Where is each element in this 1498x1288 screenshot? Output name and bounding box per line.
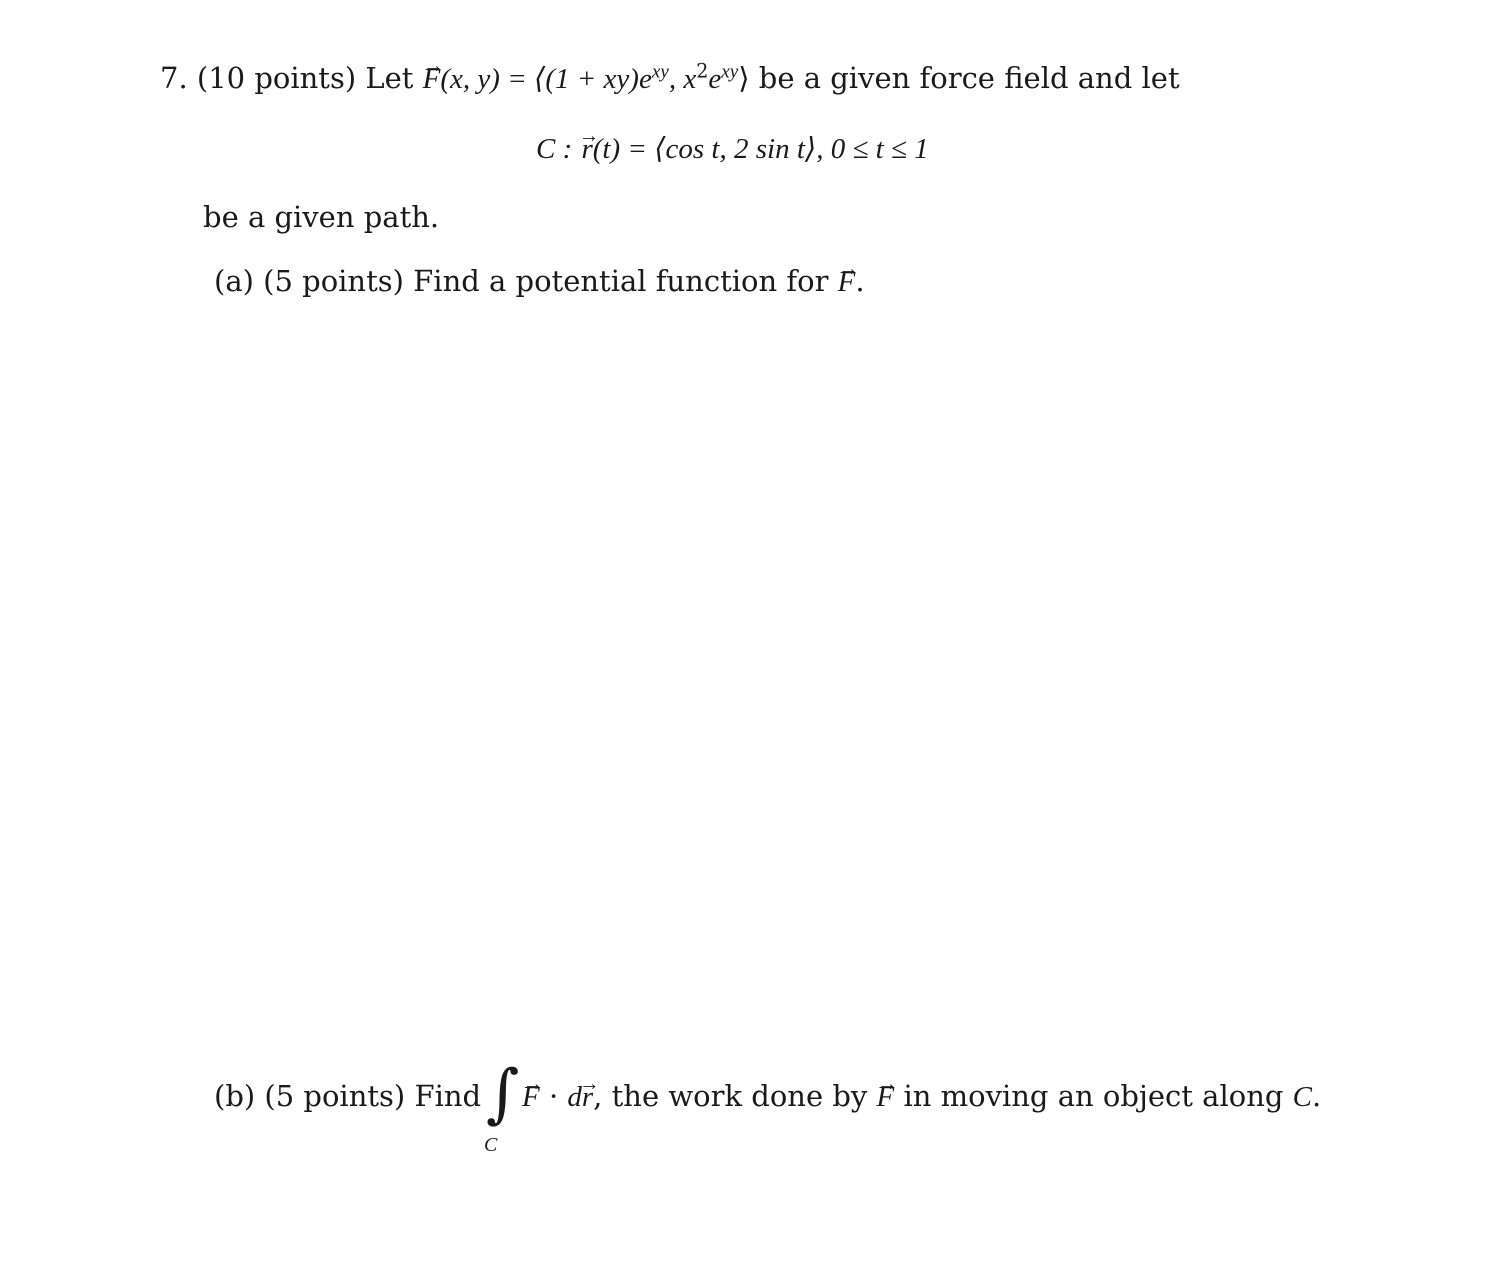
part-b-text: , the work done by xyxy=(593,1079,868,1113)
integral-sign: ∫ xyxy=(486,1057,520,1131)
part-b-find: Find xyxy=(414,1079,482,1113)
path-rest: (t) = ⟨cos t, 2 sin t⟩, 0 ≤ t ≤ 1 xyxy=(592,133,929,165)
part-b-end: . xyxy=(1312,1079,1322,1113)
part-b-dot: · xyxy=(548,1079,559,1113)
field-definition: (x, y) = ⟨(1 + xy)e xyxy=(440,63,652,95)
part-a-points: (5 points) xyxy=(263,264,404,298)
problem-statement xyxy=(160,58,1180,99)
problem-number: 7. xyxy=(160,61,188,95)
field-symbol: → F xyxy=(423,59,441,99)
path-continuation: be a given path. xyxy=(203,200,440,234)
field-square: 2 xyxy=(696,59,709,83)
path-equation xyxy=(536,128,929,169)
field-close: ⟩ xyxy=(738,61,750,95)
part-a-field-symbol: → F xyxy=(838,262,856,302)
part-b xyxy=(214,1076,481,1116)
problem-points: (10 points) xyxy=(196,61,357,95)
part-b-d: d xyxy=(567,1081,582,1113)
part-a-end: . xyxy=(855,264,865,298)
field-mid: , x xyxy=(668,63,697,95)
field-exponent-1: xy xyxy=(651,61,669,83)
part-a-label: (a) xyxy=(214,264,254,298)
part-b-label: (b) xyxy=(214,1079,256,1113)
part-a xyxy=(214,261,865,302)
problem-tail: be a given force field and let xyxy=(758,61,1180,95)
field-exponent-2: xy xyxy=(721,61,739,83)
part-b-F-symbol: → F xyxy=(522,1077,540,1117)
part-b-F2-symbol: → F xyxy=(877,1077,895,1117)
part-b-expression xyxy=(522,1076,1321,1117)
part-b-r-symbol: → r xyxy=(582,1077,593,1117)
part-a-text: Find a potential function for xyxy=(413,264,829,298)
problem-lead: Let xyxy=(365,61,414,95)
path-lead: C : xyxy=(536,133,573,165)
part-b-points: (5 points) xyxy=(264,1079,406,1113)
integral-subscript: C xyxy=(484,1134,498,1156)
field-e: e xyxy=(708,63,722,95)
path-r-symbol: → r xyxy=(581,129,592,169)
part-b-text2: in moving an object along xyxy=(903,1079,1284,1113)
part-b-C: C xyxy=(1292,1081,1313,1113)
